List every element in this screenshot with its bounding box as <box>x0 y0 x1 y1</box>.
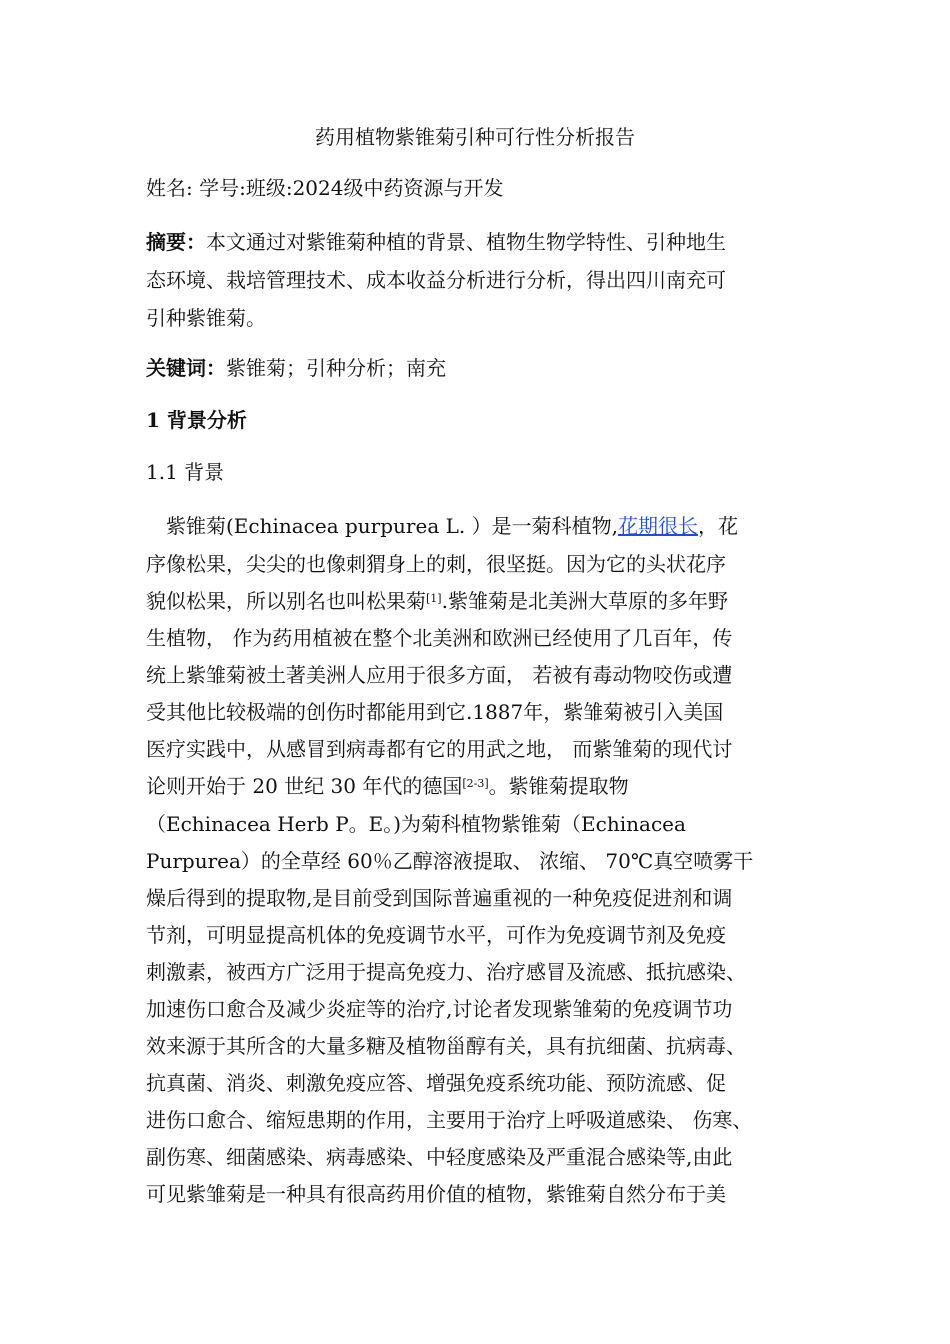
body-text: ，花 <box>697 514 738 538</box>
body-line-2: 序像松果，尖尖的也像刺猬身上的刺，很坚挺。因为它的头状花序 <box>146 552 726 576</box>
abstract-text-1: 本文通过对紫锥菊种植的背景、植物生物学特性、引种地生 <box>206 230 726 254</box>
subsection-heading-1-1: 1.1 背景 <box>146 460 225 484</box>
body-line-5: 统上紫雏菊被土著美洲人应用于很多方面， 若被有毒动物咬伤或遭 <box>146 663 733 687</box>
abstract-line-2: 态环境、栽培管理技术、成本收益分析进行分析，得出四川南充可 <box>146 268 726 292</box>
abstract-line-1 <box>146 228 726 256</box>
citation-ref-2: [2-3] <box>462 777 489 790</box>
keywords-label: 关键词： <box>146 356 226 380</box>
body-text: 貌似松果，所以别名也叫松果菊 <box>146 589 426 613</box>
author-line: 姓名: 学号:班级:2024级中药资源与开发 <box>146 176 504 200</box>
section-heading-1: 1 背景分析 <box>146 408 247 432</box>
body-line-18: 副伤寒、细菌感染、病毒感染、中轻度感染及严重混合感染等,由此 <box>146 1145 733 1169</box>
body-text: .紫雏菊是北美洲大草原的多年野 <box>441 589 728 613</box>
body-line-11: 燥后得到的提取物,是目前受到国际普遍重视的一种免疫促进剂和调 <box>146 886 733 910</box>
keywords-text: 紫锥菊；引种分析；南充 <box>226 356 446 380</box>
abstract-label: 摘要： <box>146 230 206 254</box>
body-line-10: Purpurea）的全草经 60％乙醇溶液提取、 浓缩、 70℃真空喷雾干 <box>146 849 754 873</box>
keywords-line <box>146 354 446 382</box>
body-line-19: 可见紫雏菊是一种具有很高药用价值的植物，紫锥菊自然分布于美 <box>146 1182 726 1206</box>
flowering-period-link[interactable]: 花期很长 <box>617 514 698 538</box>
body-line-14: 加速伤口愈合及减少炎症等的治疗,讨论者发现紫雏菊的免疫调节功 <box>146 997 733 1021</box>
document-title: 药用植物紫锥菊引种可行性分析报告 <box>315 125 635 149</box>
citation-ref-1: [1] <box>426 592 442 605</box>
body-line-4: 生植物， 作为药用植被在整个北美洲和欧洲已经使用了几百年，传 <box>146 626 733 650</box>
body-line-12: 节剂，可明显提高机体的免疫调节水平，可作为免疫调节剂及免疫 <box>146 923 726 947</box>
body-line-1 <box>166 512 738 540</box>
body-line-17: 进伤口愈合、缩短患期的作用，主要用于治疗上呼吸道感染、 伤寒、 <box>146 1108 753 1132</box>
body-line-13: 刺激素，被西方广泛用于提高免疫力、治疗感冒及流感、抵抗感染、 <box>146 960 746 984</box>
body-line-15: 效来源于其所含的大量多糖及植物甾醇有关，具有抗细菌、抗病毒、 <box>146 1034 746 1058</box>
body-line-8 <box>146 772 629 800</box>
body-text: 紫锥菊(Echinacea purpurea L. ）是一菊科植物, <box>166 514 618 538</box>
abstract-line-3: 引种紫锥菊。 <box>146 306 266 330</box>
body-text: 论则开始于 20 世纪 30 年代的德国 <box>146 774 463 798</box>
body-line-6: 受其他比较极端的创伤时都能用到它.1887年，紫雏菊被引入美国 <box>146 700 724 724</box>
body-line-16: 抗真菌、消炎、刺激免疫应答、增强免疫系统功能、预防流感、促 <box>146 1071 726 1095</box>
body-text: 。紫锥菊提取物 <box>488 774 629 798</box>
body-line-7: 医疗实践中，从感冒到病毒都有它的用武之地， 而紫雏菊的现代讨 <box>146 737 733 761</box>
body-line-3 <box>146 587 728 615</box>
body-line-9: （Echinacea Herb P。E。)为菊科植物紫锥菊（Echinacea <box>146 812 686 836</box>
